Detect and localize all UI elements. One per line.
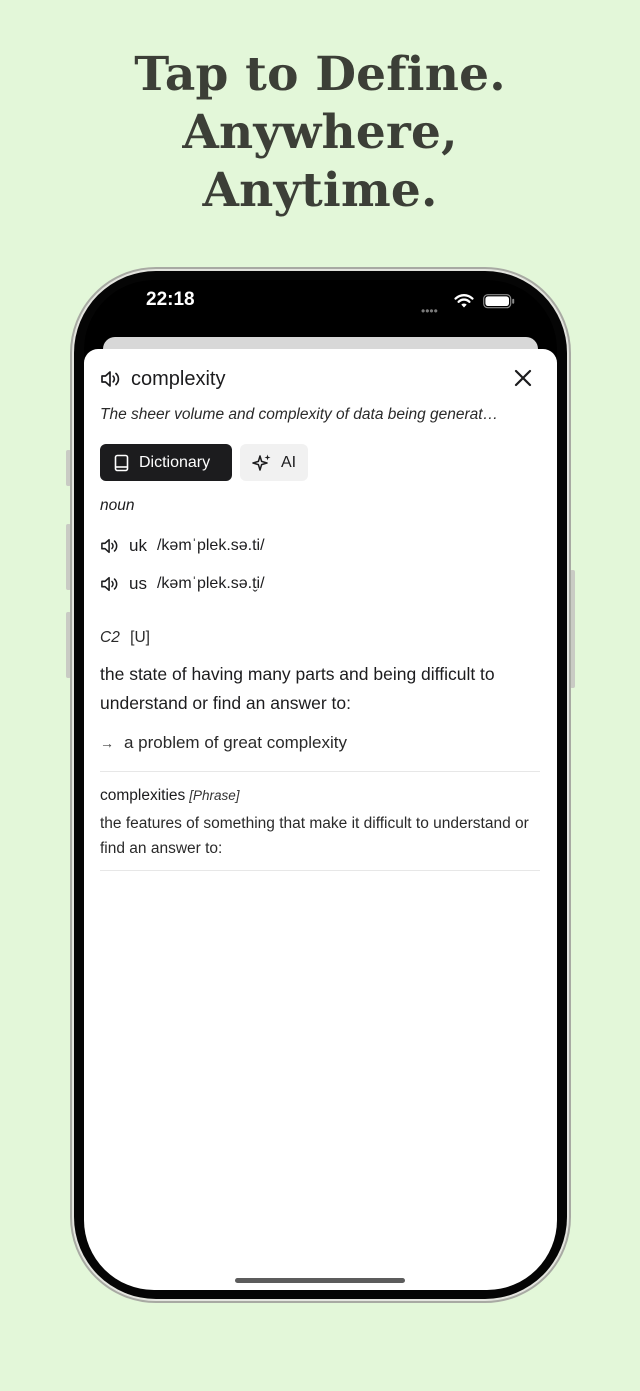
- wifi-icon: [454, 292, 474, 309]
- close-icon[interactable]: [512, 367, 534, 389]
- speaker-icon: [100, 575, 120, 593]
- phrase-heading: [100, 787, 240, 805]
- headword: complexity: [131, 367, 226, 390]
- grammar-code: [U]: [130, 629, 150, 646]
- speaker-icon: [100, 537, 120, 555]
- pronunciation-region: us: [129, 574, 147, 593]
- pronunciation-uk[interactable]: [100, 534, 265, 558]
- phrase-term: complexities: [100, 787, 186, 804]
- battery-icon: [483, 294, 515, 309]
- pronunciation-ipa: /kəmˈplek.sə.t̬i/: [156, 575, 265, 592]
- part-of-speech: noun: [100, 497, 135, 514]
- cefr-level: C2: [100, 629, 120, 646]
- home-indicator[interactable]: [235, 1278, 405, 1283]
- definition-text: the state of having many parts and being difficult to understand or find an answer to:: [100, 664, 495, 713]
- tab-dictionary[interactable]: [100, 444, 232, 481]
- tab-ai[interactable]: [240, 444, 308, 481]
- book-icon: [113, 454, 130, 472]
- phrase-definition: the features of something that make it difficult to understand or find an answer to:: [100, 815, 529, 857]
- cellular-signal-icon: ••••: [421, 304, 438, 318]
- divider: [100, 870, 540, 871]
- headline-line-3: Anytime.: [202, 163, 438, 218]
- example-sentence: [100, 733, 347, 753]
- headword-row: [100, 366, 225, 392]
- pronunciation-us[interactable]: [100, 572, 265, 596]
- headline: [0, 46, 640, 220]
- status-time: 22:18: [146, 289, 195, 310]
- tab-dictionary-label: Dictionary: [139, 453, 211, 471]
- headline-line-2: Anywhere,: [182, 105, 458, 160]
- phrase-tag: [Phrase]: [189, 788, 240, 803]
- context-sentence: The sheer volume and complexity of data being generat…: [100, 406, 499, 423]
- speaker-icon[interactable]: [100, 369, 122, 389]
- example-text: a problem of great complexity: [124, 733, 347, 752]
- pronunciation-ipa: /kəmˈplek.sə.ti/: [156, 537, 265, 554]
- level-row: [100, 629, 150, 647]
- headline-line-1: Tap to Define.: [134, 47, 506, 102]
- arrow-right-icon: →: [100, 735, 114, 751]
- tab-ai-label: AI: [281, 453, 297, 471]
- divider: [100, 771, 540, 772]
- pronunciation-region: uk: [129, 536, 147, 555]
- sparkle-icon: [252, 453, 272, 473]
